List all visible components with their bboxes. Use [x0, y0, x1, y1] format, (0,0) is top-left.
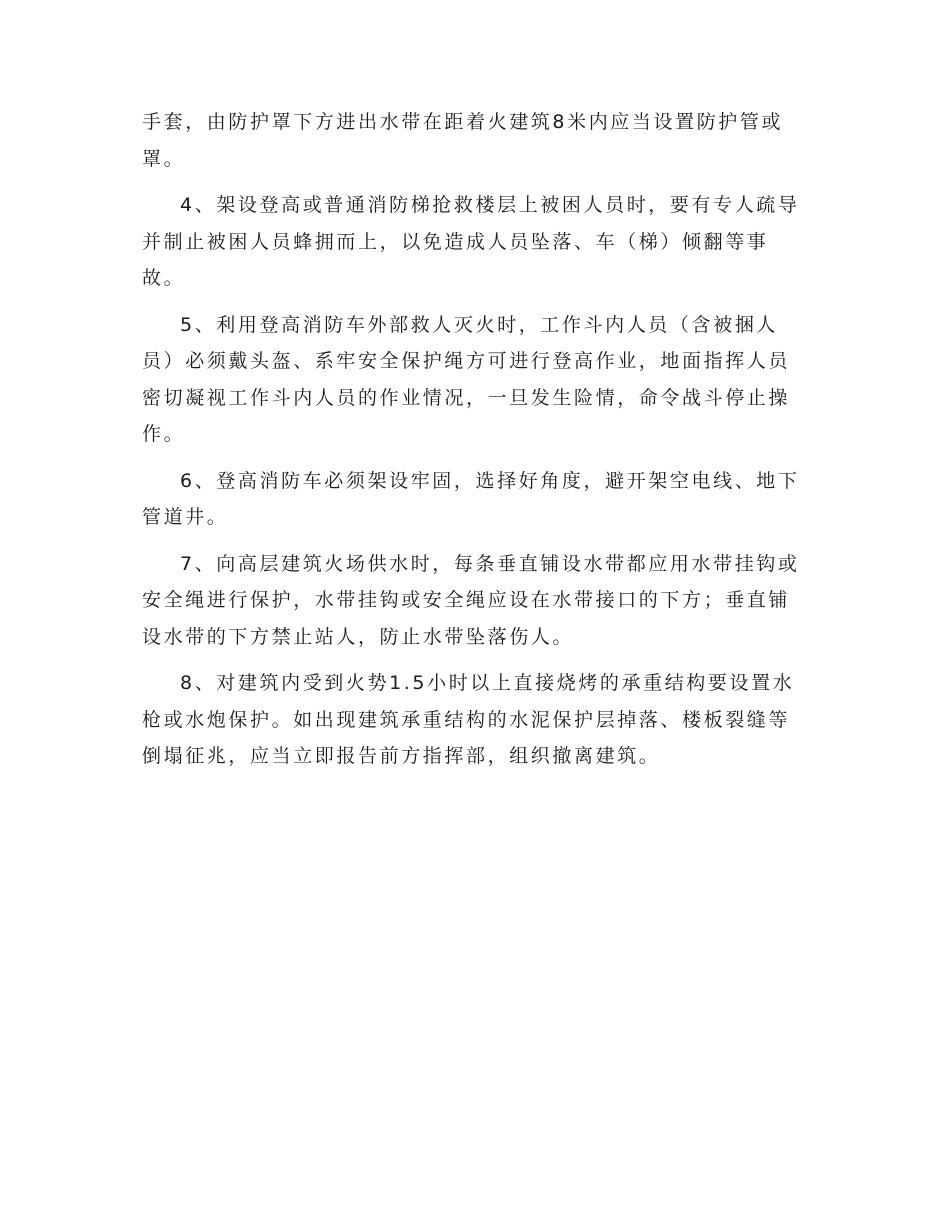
paragraph-item-7: 7、向高层建筑火场供水时，每条垂直铺设水带都应用水带挂钩或安全绳进行保护，水带挂钩或安全绳应设在水带接口的下方；垂直铺设水带的下方禁止站人，防止水带坠落伤人。 — [142, 552, 800, 648]
paragraph-item-5: 5、利用登高消防车外部救人灭火时，工作斗内人员（含被捆人员）必须戴头盔、系牢安全保护绳方可进行登高作业，地面指挥人员密切凝视工作斗内人员的作业情况，一旦发生险情，命令战斗停止操作。 — [142, 313, 791, 445]
paragraph-item-6: 6、登高消防车必须架设牢固，选择好角度，避开架空电线、地下管道井。 — [142, 469, 800, 528]
paragraph-continuation: 手套，由防护罩下方进出水带在距着火建筑8米内应当设置防护管或罩。 — [142, 111, 784, 170]
document-body — [142, 104, 808, 785]
paragraph-item-4: 4、架设登高或普通消防梯抢救楼层上被困人员时，要有专人疏导并制止被困人员蜂拥而上，以免造成人员坠落、车（梯）倾翻等事故。 — [142, 194, 800, 289]
paragraph-item-8: 8、对建筑内受到火势1.5小时以上直接烧烤的承重结构要设置水枪或水炮保护。如出现建筑承重结构的水泥保护层掉落、楼板裂缝等倒塌征兆，应当立即报告前方指挥部，组织撤离建筑。 — [142, 672, 795, 767]
